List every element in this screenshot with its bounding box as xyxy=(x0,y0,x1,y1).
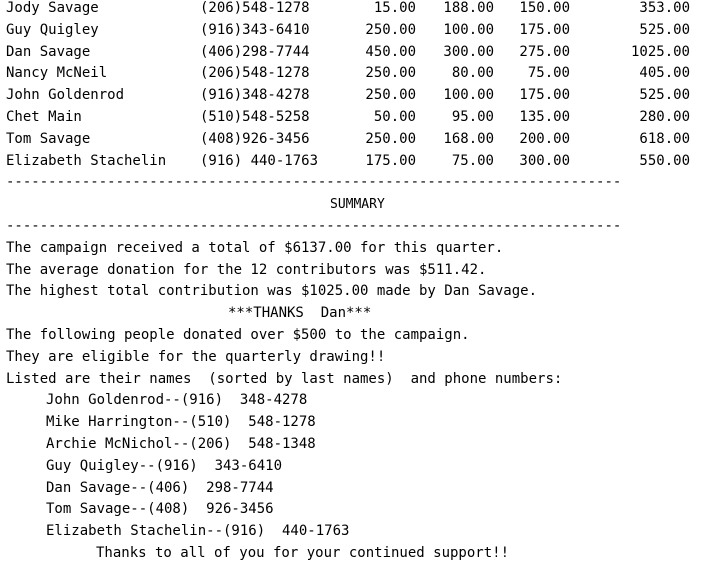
contributor-name: Chet Main xyxy=(6,108,82,125)
list-item: Archie McNichol--(206) 548-1348 xyxy=(46,435,316,452)
contributor-phone: (916) 440-1763 xyxy=(200,152,319,169)
donation-3: 175.00 xyxy=(519,87,570,104)
donation-2: 95.00 xyxy=(451,108,494,125)
separator-line: ------------------------------------------------------------------------- xyxy=(6,217,622,234)
eligible-list xyxy=(6,390,722,543)
donation-3: 135.00 xyxy=(519,108,570,125)
donation-total: 1025.00 xyxy=(630,43,690,60)
thanks-top-donor: ***THANKS Dan*** xyxy=(228,305,372,322)
contributor-name: Guy Quigley xyxy=(6,21,99,38)
donation-2: 100.00 xyxy=(443,21,494,38)
table-row xyxy=(6,85,722,107)
contributor-name: Nancy McNeil xyxy=(6,65,108,82)
table-row xyxy=(6,107,722,129)
summary-over500-line: The following people donated over $500 to the campaign. xyxy=(6,326,470,343)
donation-total: 353.00 xyxy=(639,0,690,16)
table-row xyxy=(6,129,722,151)
donation-2: 300.00 xyxy=(443,43,494,60)
final-thanks-line: Thanks to all of you for your continued support!! xyxy=(96,544,510,561)
summary-total-line: The campaign received a total of $6137.00 for this quarter. xyxy=(6,239,504,256)
list-item: Mike Harrington--(510) 548-1278 xyxy=(46,414,316,431)
table-row xyxy=(6,0,722,20)
table-row xyxy=(6,20,722,42)
donation-1: 450.00 xyxy=(365,43,416,60)
donation-1: 250.00 xyxy=(365,21,416,38)
donation-1: 250.00 xyxy=(365,130,416,147)
table-row xyxy=(6,63,722,85)
contributor-phone: (916)343-6410 xyxy=(200,21,310,38)
donation-total: 405.00 xyxy=(639,65,690,82)
donation-2: 188.00 xyxy=(443,0,494,16)
donation-total: 550.00 xyxy=(639,152,690,169)
contributor-name: John Goldenrod xyxy=(6,87,125,104)
donation-2: 168.00 xyxy=(443,130,494,147)
donation-2: 75.00 xyxy=(451,152,494,169)
summary-highest-line: The highest total contribution was $1025.00 made by Dan Savage. xyxy=(6,283,538,300)
donation-1: 175.00 xyxy=(365,152,416,169)
donation-total: 525.00 xyxy=(639,21,690,38)
separator-line: ------------------------------------------------------------------------- xyxy=(6,174,622,191)
contributor-phone: (206)548-1278 xyxy=(200,65,310,82)
list-item: Dan Savage--(406) 298-7744 xyxy=(46,479,274,496)
donation-3: 75.00 xyxy=(527,65,570,82)
table-row xyxy=(6,151,722,173)
donation-total: 280.00 xyxy=(639,108,690,125)
list-item: Tom Savage--(408) 926-3456 xyxy=(46,501,274,518)
contributor-phone: (406)298-7744 xyxy=(200,43,310,60)
donation-3: 275.00 xyxy=(519,43,570,60)
donation-3: 300.00 xyxy=(519,152,570,169)
donation-1: 15.00 xyxy=(373,0,416,16)
donation-1: 50.00 xyxy=(373,108,416,125)
contributor-phone: (510)548-5258 xyxy=(200,108,310,125)
contributor-name: Tom Savage xyxy=(6,130,91,147)
summary-listed-line: Listed are their names (sorted by last names) and phone numbers: xyxy=(6,370,563,387)
donation-total: 618.00 xyxy=(639,130,690,147)
donation-3: 175.00 xyxy=(519,21,570,38)
list-item: Guy Quigley--(916) 343-6410 xyxy=(46,457,283,474)
donation-2: 100.00 xyxy=(443,87,494,104)
summary-average-line: The average donation for the 12 contributors was $511.42. xyxy=(6,261,487,278)
report-output xyxy=(6,0,722,565)
summary-heading: SUMMARY xyxy=(330,197,385,213)
donation-1: 250.00 xyxy=(365,87,416,104)
contributor-name: Jody Savage xyxy=(6,0,99,16)
table-row xyxy=(6,42,722,64)
contributor-phone: (408)926-3456 xyxy=(200,130,310,147)
donation-2: 80.00 xyxy=(451,65,494,82)
donation-3: 200.00 xyxy=(519,130,570,147)
contributor-phone: (916)348-4278 xyxy=(200,87,310,104)
summary-eligible-line: They are eligible for the quarterly drawing!! xyxy=(6,348,386,365)
contributions-table xyxy=(6,0,722,172)
contributor-phone: (206)548-1278 xyxy=(200,0,310,16)
list-item: John Goldenrod--(916) 348-4278 xyxy=(46,392,308,409)
donation-total: 525.00 xyxy=(639,87,690,104)
donation-1: 250.00 xyxy=(365,65,416,82)
donation-3: 150.00 xyxy=(519,0,570,16)
contributor-name: Dan Savage xyxy=(6,43,91,60)
list-item: Elizabeth Stachelin--(916) 440-1763 xyxy=(46,523,350,540)
contributor-name: Elizabeth Stachelin xyxy=(6,152,167,169)
